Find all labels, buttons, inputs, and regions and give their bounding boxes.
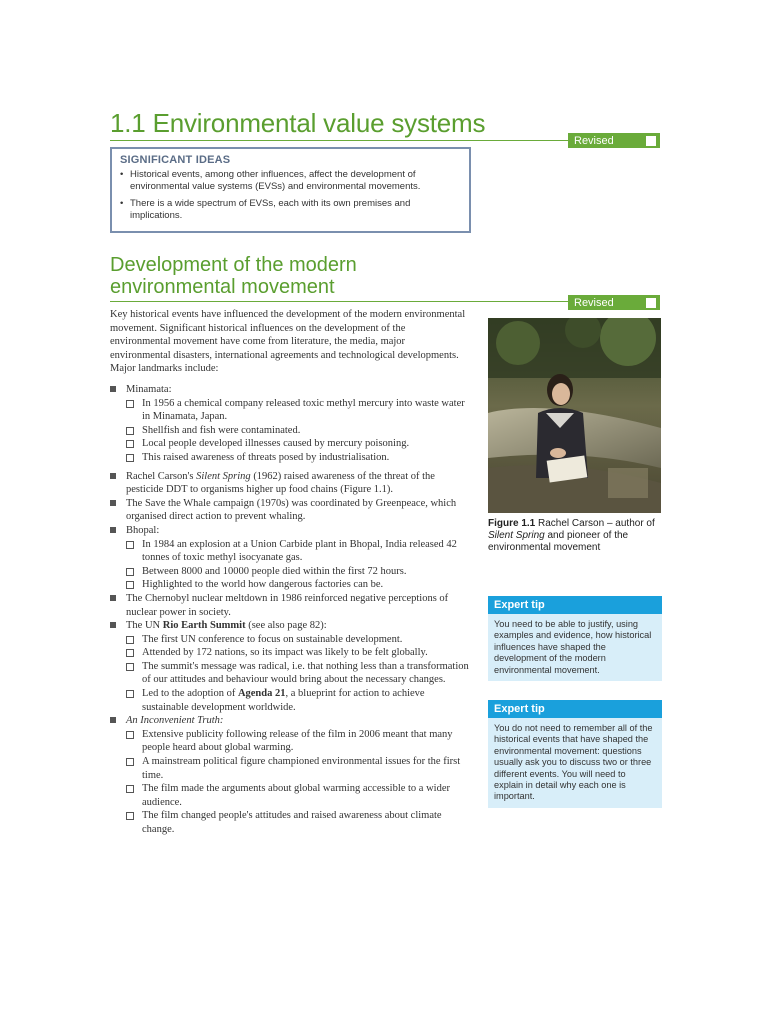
sub-list-item: Led to the adoption of Agenda 21, a blueprint for action to achieve sustainable development worldwide. — [126, 687, 470, 714]
figure-caption: Figure 1.1 Rachel Carson – author of Silent Spring and pioneer of the environmental movement — [488, 518, 655, 553]
sub-list-item: Shellfish and fish were contaminated. — [126, 424, 470, 438]
expert-tip-body: You need to be able to justify, using examples and evidence, how historical influences have shaped the development of the modern environmental movement. — [488, 614, 662, 681]
sub-list-item: In 1984 an explosion at a Union Carbide plant in Bhopal, India released 42 tonnes of toxic methyl isocyanate gas. — [126, 538, 470, 565]
sub-list-item: Local people developed illnesses caused by mercury poisoning. — [126, 437, 470, 451]
sub-list-item: Attended by 172 nations, so its impact was likely to be felt globally. — [126, 646, 470, 660]
revised-label: Revised — [574, 296, 614, 309]
intro-paragraph: Key historical events have influenced the development of the modern environmental movement. Significant historical influences on the development of the environmental movement have come from literature, the media, major environmental disasters, international agreements and technological developments. Major landmarks include: — [110, 309, 466, 375]
sub-list-item: The summit's message was radical, i.e. that nothing less than a transformation of our attitudes and behaviour would bring about the necessary changes. — [126, 660, 470, 687]
subsection-rule — [110, 301, 570, 302]
expert-tip-body: You do not need to remember all of the historical events that have shaped the environmental movement: questions usually ask you to discuss two or three different events. You will need to explain in detail why each one is important. — [488, 718, 662, 808]
revised-checkbox[interactable] — [646, 136, 656, 146]
expert-tip-box — [488, 596, 662, 681]
expert-tip-box — [488, 700, 662, 808]
sub-list-item: The film made the arguments about global warming accessible to a wider audience. — [126, 782, 470, 809]
sub-list-item: This raised awareness of threats posed by industrialisation. — [126, 451, 470, 465]
revised-badge — [568, 295, 660, 310]
sub-list-item: Between 8000 and 10000 people died within the first 72 hours. — [126, 565, 470, 579]
section-title: 1.1 Environmental value systems — [110, 108, 486, 138]
expert-tip-title: Expert tip — [488, 596, 662, 614]
sub-list-item: The first UN conference to focus on sustainable development. — [126, 633, 470, 647]
list-item: The Chernobyl nuclear meltdown in 1986 reinforced negative perceptions of nuclear power in society. — [110, 592, 470, 619]
sub-list-item: The film changed people's attitudes and raised awareness about climate change. — [126, 809, 470, 836]
list-item: The UN Rio Earth Summit (see also page 82): — [110, 619, 470, 633]
expert-tip-title: Expert tip — [488, 700, 662, 718]
sub-list-item: A mainstream political figure championed environmental issues for the first time. — [126, 755, 470, 782]
significant-ideas-box — [110, 147, 471, 233]
section-rule — [110, 140, 570, 141]
revised-checkbox[interactable] — [646, 298, 656, 308]
subsection-title: Development of the modern environmental movement — [110, 254, 357, 298]
figure-photo — [488, 318, 661, 513]
figure-label: Figure 1.1 — [488, 518, 536, 529]
revised-badge — [568, 133, 660, 148]
sub-list-item: Extensive publicity following release of the film in 2006 meant that many people heard about global warming. — [126, 728, 470, 755]
list-item: Rachel Carson's Silent Spring (1962) raised awareness of the threat of the pesticide DDT to organisms higher up food chains (Figure 1.1). — [110, 470, 470, 497]
list-item: Minamata: — [110, 383, 470, 397]
list-item: An Inconvenient Truth: — [110, 714, 470, 728]
sub-list-item: Highlighted to the world how dangerous factories can be. — [126, 578, 470, 592]
sub-list-item: In 1956 a chemical company released toxic methyl mercury into waste water in Minamata, Japan. — [126, 397, 470, 424]
revised-label: Revised — [574, 134, 614, 147]
significant-idea-item: • Historical events, among other influences, affect the development of environmental value systems (EVSs) and environmental movements. — [120, 169, 421, 192]
list-item: Bhopal: — [110, 524, 470, 538]
significant-idea-item: • There is a wide spectrum of EVSs, each with its own premises and implications. — [120, 198, 411, 221]
list-item: The Save the Whale campaign (1970s) was coordinated by Greenpeace, which organised direct action to prevent whaling. — [110, 497, 470, 524]
landmarks-list — [110, 383, 470, 837]
significant-ideas-title: SIGNIFICANT IDEAS — [120, 154, 231, 166]
